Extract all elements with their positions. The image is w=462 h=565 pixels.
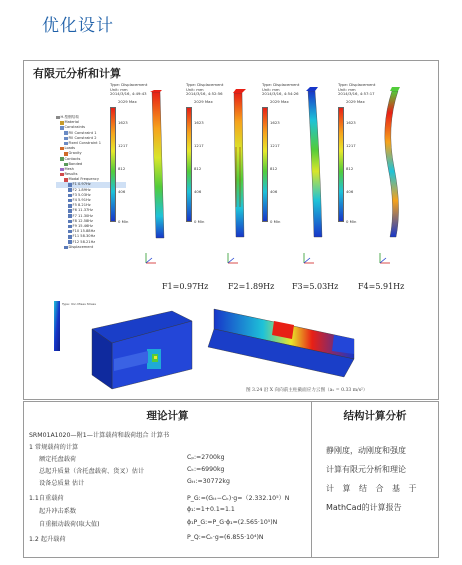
- tree-node-icon: [68, 225, 72, 229]
- calc-value: ϕ₁P_G:=P_G·ϕ₁=(2.565·10⁵)N: [187, 519, 278, 526]
- structure-line: 计算有限元分析和理论: [326, 465, 406, 474]
- mode-panel-4: [338, 83, 418, 268]
- calc-value: Gₜₜ:=30772kg: [187, 478, 230, 485]
- colorbar-tick: 1217: [270, 143, 280, 148]
- structure-line: 计算结合基于: [326, 484, 425, 493]
- tree-node-icon: [60, 121, 64, 125]
- tree-item-label: Gravity: [68, 151, 82, 156]
- structure-section: [312, 401, 439, 558]
- colorbar-tick: 1623: [194, 120, 204, 125]
- calc-label: SRM01A1020—附1—计算载荷和载荷组合 计算书: [29, 432, 170, 439]
- calc-value: Cₖ:=6990kg: [187, 466, 225, 473]
- structure-line: 静刚度，动刚度和强度: [326, 446, 406, 455]
- calc-value: ϕ₁:=1+0.1=1.1: [187, 506, 235, 513]
- calc-label: 1 常规载荷的计算: [29, 444, 79, 451]
- colorbar-tick: 1623: [118, 120, 128, 125]
- colorbar-tick: 0 Min: [194, 219, 205, 224]
- colorbar-tick: 0 Min: [118, 219, 129, 224]
- fea-section: [23, 60, 439, 400]
- colorbar-tick: 406: [346, 189, 354, 194]
- mode-shape-2: [224, 87, 260, 257]
- tree-item-label: F3 5.03Hz: [72, 192, 91, 197]
- colorbar-tick: 1623: [346, 120, 356, 125]
- tree-item-label: F4 5.91Hz: [72, 198, 91, 202]
- panel-header: Type: Displacement Unit: mm 2014/3/16, 4:52:56: [186, 82, 224, 97]
- tree-item-label: Mesh: [64, 166, 74, 171]
- axis-triad-icon: [302, 251, 316, 265]
- tree-node-icon: [68, 209, 72, 213]
- tree-node-icon: [64, 178, 68, 182]
- mode-shape-3: [298, 87, 334, 259]
- calc-label: 额定托盘载荷: [39, 456, 77, 463]
- mode-shape-4: [372, 87, 412, 259]
- tree-node-icon: [64, 137, 68, 141]
- panel-max-label: 2029 Max: [270, 99, 289, 104]
- axis-triad-icon: [378, 251, 392, 265]
- beam-stress-contour-image: [204, 299, 364, 384]
- colorbar-tick: 812: [346, 166, 354, 171]
- tree-node-icon: [68, 220, 72, 224]
- structure-section-title: 结构计算分析: [343, 410, 407, 422]
- tree-node-icon: [68, 235, 72, 239]
- calc-value: P_Q:=Cₖ·g=(6.855·10⁴)N: [187, 534, 264, 541]
- tree-node-icon: [60, 173, 64, 177]
- colorbar-tick: 0 Min: [270, 219, 281, 224]
- tree-item-label: Displacement: [68, 244, 94, 249]
- colorbar: [110, 107, 116, 222]
- calc-label: 设备总质量 估计: [39, 480, 85, 487]
- tree-node-icon: [68, 204, 72, 208]
- mode-shape-1: [140, 88, 180, 258]
- tree-item-label: Fixed Constraint 1: [68, 140, 102, 145]
- tree-node-icon: [64, 152, 68, 156]
- colorbar-tick: 1217: [194, 143, 204, 148]
- frequency-label-4: F4=5.91Hz: [358, 282, 405, 291]
- panel-header: Type: Displacement Unit: mm 2014/3/16, 4:54:26: [262, 82, 300, 97]
- tree-item-label: F10 15.88Hz: [72, 229, 96, 234]
- axis-triad-icon: [226, 251, 240, 265]
- tree-item-label: F12 58.21Hz: [72, 239, 96, 244]
- frequency-label-1: F1=0.97Hz: [162, 282, 209, 291]
- panel-max-label: 2029 Max: [194, 99, 213, 104]
- svg-text:Type: Von Mises Stress: Type: Von Mises Stress: [62, 302, 96, 306]
- mode-panel-2: [186, 83, 266, 268]
- page-title: 优化设计: [42, 16, 114, 36]
- tree-node-icon: [60, 126, 64, 130]
- tree-node-icon: [60, 147, 64, 151]
- frequency-label-2: F2=1.89Hz: [228, 282, 275, 291]
- tree-node-icon: [68, 240, 72, 244]
- tree-node-icon: [68, 194, 72, 198]
- tree-node-icon: [68, 214, 72, 218]
- tree-item-label: Contacts: [64, 156, 81, 161]
- tree-node-icon: [56, 116, 60, 120]
- tree-node-icon: [64, 131, 68, 135]
- tree-node-icon: [68, 199, 72, 203]
- tree-node-icon: [64, 142, 68, 146]
- tree-item-label: F9 15.46Hz: [72, 223, 93, 228]
- tree-node-icon: [64, 246, 68, 250]
- calc-label: 起升冲击系数: [39, 508, 77, 515]
- tree-item-label: Material: [64, 120, 80, 125]
- theory-section-title: 理论计算: [146, 410, 189, 422]
- calc-value: Cₚ:=2700kg: [187, 454, 225, 461]
- colorbar-tick: 0 Min: [346, 219, 357, 224]
- frequency-label-3: F3=5.03Hz: [292, 282, 339, 291]
- tree-item-label: F2 1.89Hz: [72, 187, 91, 192]
- structure-line: MathCad的计算报告: [326, 503, 402, 512]
- figure-caption: 图 3.24 沿 X 向向前主柱截面应力云图（aₓ = 0.33 m/s²）: [246, 388, 368, 393]
- tree-node-icon: [64, 163, 68, 167]
- colorbar: [262, 107, 268, 222]
- tree-item-label: F1 0.97Hz: [72, 182, 91, 187]
- colorbar-tick: 812: [194, 166, 202, 171]
- calc-value: P_G:=(Gₜₜ−Cₖ)·g=（2.332.10⁵）N: [187, 495, 290, 502]
- calc-label: 总起升质量（含托盘载荷、货叉）估计: [39, 468, 145, 475]
- tree-item-label: Loads: [64, 146, 75, 151]
- tree-item-label: Fill Constraint 1: [68, 130, 97, 135]
- tree-item-label: F7 11.30Hz: [72, 213, 93, 218]
- colorbar-tick: 406: [270, 189, 278, 194]
- colorbar-tick: 406: [118, 189, 126, 194]
- colorbar-tick: 1217: [118, 143, 128, 148]
- colorbar-tick: 1217: [346, 143, 356, 148]
- tree-item-label: F8 12.58Hz: [72, 218, 93, 223]
- tree-node-icon: [60, 168, 64, 172]
- mode-panel-1: [110, 83, 190, 268]
- tree-node-icon: [68, 183, 72, 187]
- colorbar: [186, 107, 192, 222]
- tree-item-label: Modal Frequency: [68, 177, 99, 182]
- tree-item-label: F11 58.30Hz: [72, 234, 96, 239]
- tree-item-label: H-型钢结构: [60, 115, 79, 119]
- tree-node-icon: [68, 230, 72, 234]
- tree-item-label: Bonded: [68, 161, 83, 166]
- panel-header: Type: Displacement Unit: mm 2014/3/16, 4:49:43: [110, 82, 148, 97]
- calc-label: 自重振动载荷(取大值): [39, 521, 100, 528]
- theory-section: [23, 401, 312, 558]
- colorbar-tick: 812: [270, 166, 278, 171]
- calc-label: 1.2 起升载荷: [29, 536, 66, 543]
- panel-max-label: 2029 Max: [118, 99, 137, 104]
- panel-max-label: 2029 Max: [346, 99, 365, 104]
- tree-item-label: Constraints: [64, 125, 86, 130]
- calc-label: 1.1自重载荷: [29, 495, 64, 502]
- tree-item-label: Fill Constraint 2: [68, 135, 97, 140]
- colorbar: [338, 107, 344, 222]
- mode-panel-3: [262, 83, 342, 268]
- tree-node-icon: [68, 188, 72, 192]
- tree-item-label: F6 11.37Hz: [72, 208, 93, 213]
- tree-item-label: Results: [64, 172, 78, 177]
- colorbar-tick: 1623: [270, 120, 280, 125]
- panel-header: Type: Displacement Unit: mm 2014/3/16, 4:57:17: [338, 82, 376, 97]
- colorbar-tick: 812: [118, 166, 126, 171]
- fea-section-title: 有限元分析和计算: [33, 67, 121, 80]
- joint-stress-contour-image: [52, 299, 202, 394]
- colorbar-tick: 406: [194, 189, 202, 194]
- tree-item-label: F5 8.21Hz: [72, 203, 91, 208]
- structure-description: [326, 441, 430, 517]
- tree-node-icon: [60, 157, 64, 161]
- axis-triad-icon: [144, 251, 158, 265]
